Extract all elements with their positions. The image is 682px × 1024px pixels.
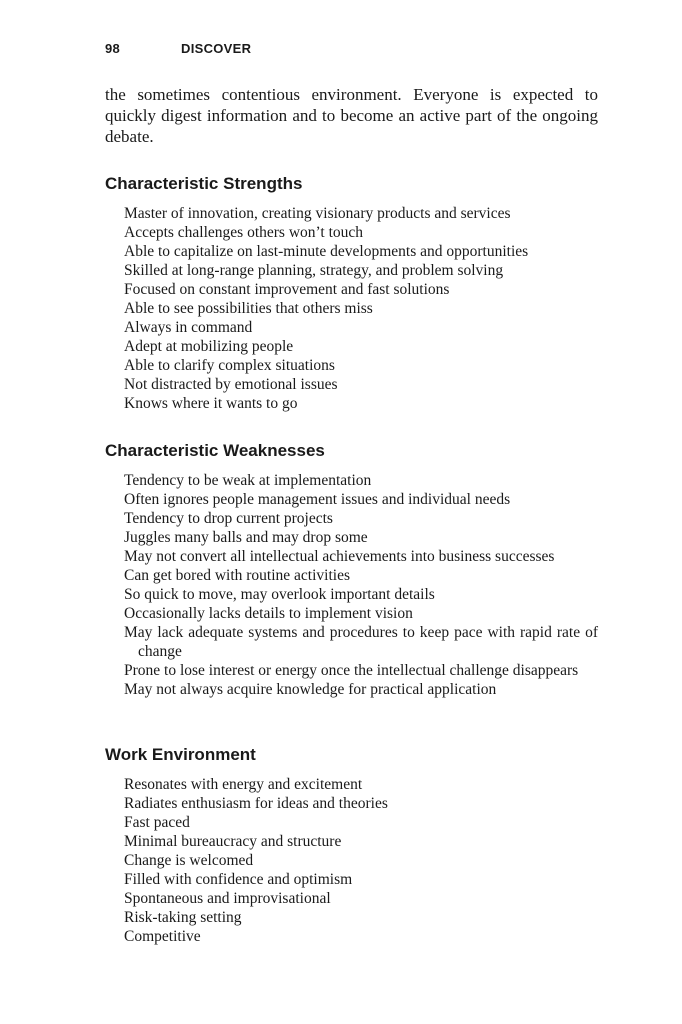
section-work-environment: [105, 745, 625, 945]
environment-list: [105, 775, 598, 946]
list-item: Competitive: [124, 928, 201, 945]
list-item: Accepts challenges others won’t touch: [124, 224, 364, 241]
list-item: Always in command: [124, 319, 253, 336]
list-item: Focused on constant improvement and fast solutions: [124, 281, 450, 298]
section-weaknesses: [105, 441, 625, 698]
list-item: Adept at mobilizing people: [124, 338, 294, 355]
list-item: So quick to move, may overlook important details: [124, 586, 435, 603]
list-item: Able to capitalize on last-minute developments and opportunities: [124, 243, 529, 260]
list-item: Spontaneous and improvisational: [124, 890, 331, 907]
running-head: [105, 41, 251, 56]
list-item: Not distracted by emotional issues: [124, 376, 338, 393]
chapter-title: DISCOVER: [181, 41, 252, 56]
list-item: Occasionally lacks details to implement vision: [124, 605, 413, 622]
intro-paragraph: the sometimes contentious environment. Everyone is expected to quickly digest information and to become an active part of the ongoing debate.: [105, 85, 598, 146]
list-item: Change is welcomed: [124, 852, 254, 869]
section-heading: Characteristic Weaknesses: [105, 441, 325, 460]
section-strengths: [105, 174, 625, 412]
list-item: Prone to lose interest or energy once the intellectual challenge disappears: [124, 662, 579, 679]
list-item: Skilled at long-range planning, strategy, and problem solving: [124, 262, 504, 279]
list-item: Risk-taking setting: [124, 909, 242, 926]
section-heading: Characteristic Strengths: [105, 174, 303, 193]
weaknesses-list: [105, 471, 598, 699]
list-item: May not always acquire knowledge for practical application: [124, 681, 497, 698]
list-item: May lack adequate systems and procedures to keep pace with rapid rate of change: [124, 624, 598, 660]
list-item: Often ignores people management issues and individual needs: [124, 491, 511, 508]
list-item: Master of innovation, creating visionary products and services: [124, 205, 511, 222]
list-item: Resonates with energy and excitement: [124, 776, 363, 793]
list-item: Knows where it wants to go: [124, 395, 298, 412]
list-item: Tendency to drop current projects: [124, 510, 333, 527]
strengths-list: [105, 204, 598, 413]
list-item: Minimal bureaucracy and structure: [124, 833, 342, 850]
list-item: Filled with confidence and optimism: [124, 871, 353, 888]
list-item: May not convert all intellectual achievements into business successes: [124, 548, 555, 565]
list-item: Tendency to be weak at implementation: [124, 472, 372, 489]
list-item: Juggles many balls and may drop some: [124, 529, 368, 546]
page-number: 98: [105, 41, 121, 56]
list-item: Fast paced: [124, 814, 190, 831]
list-item: Can get bored with routine activities: [124, 567, 350, 584]
list-item: Able to clarify complex situations: [124, 357, 335, 374]
list-item: Able to see possibilities that others miss: [124, 300, 373, 317]
section-heading: Work Environment: [105, 745, 256, 764]
list-item: Radiates enthusiasm for ideas and theories: [124, 795, 388, 812]
